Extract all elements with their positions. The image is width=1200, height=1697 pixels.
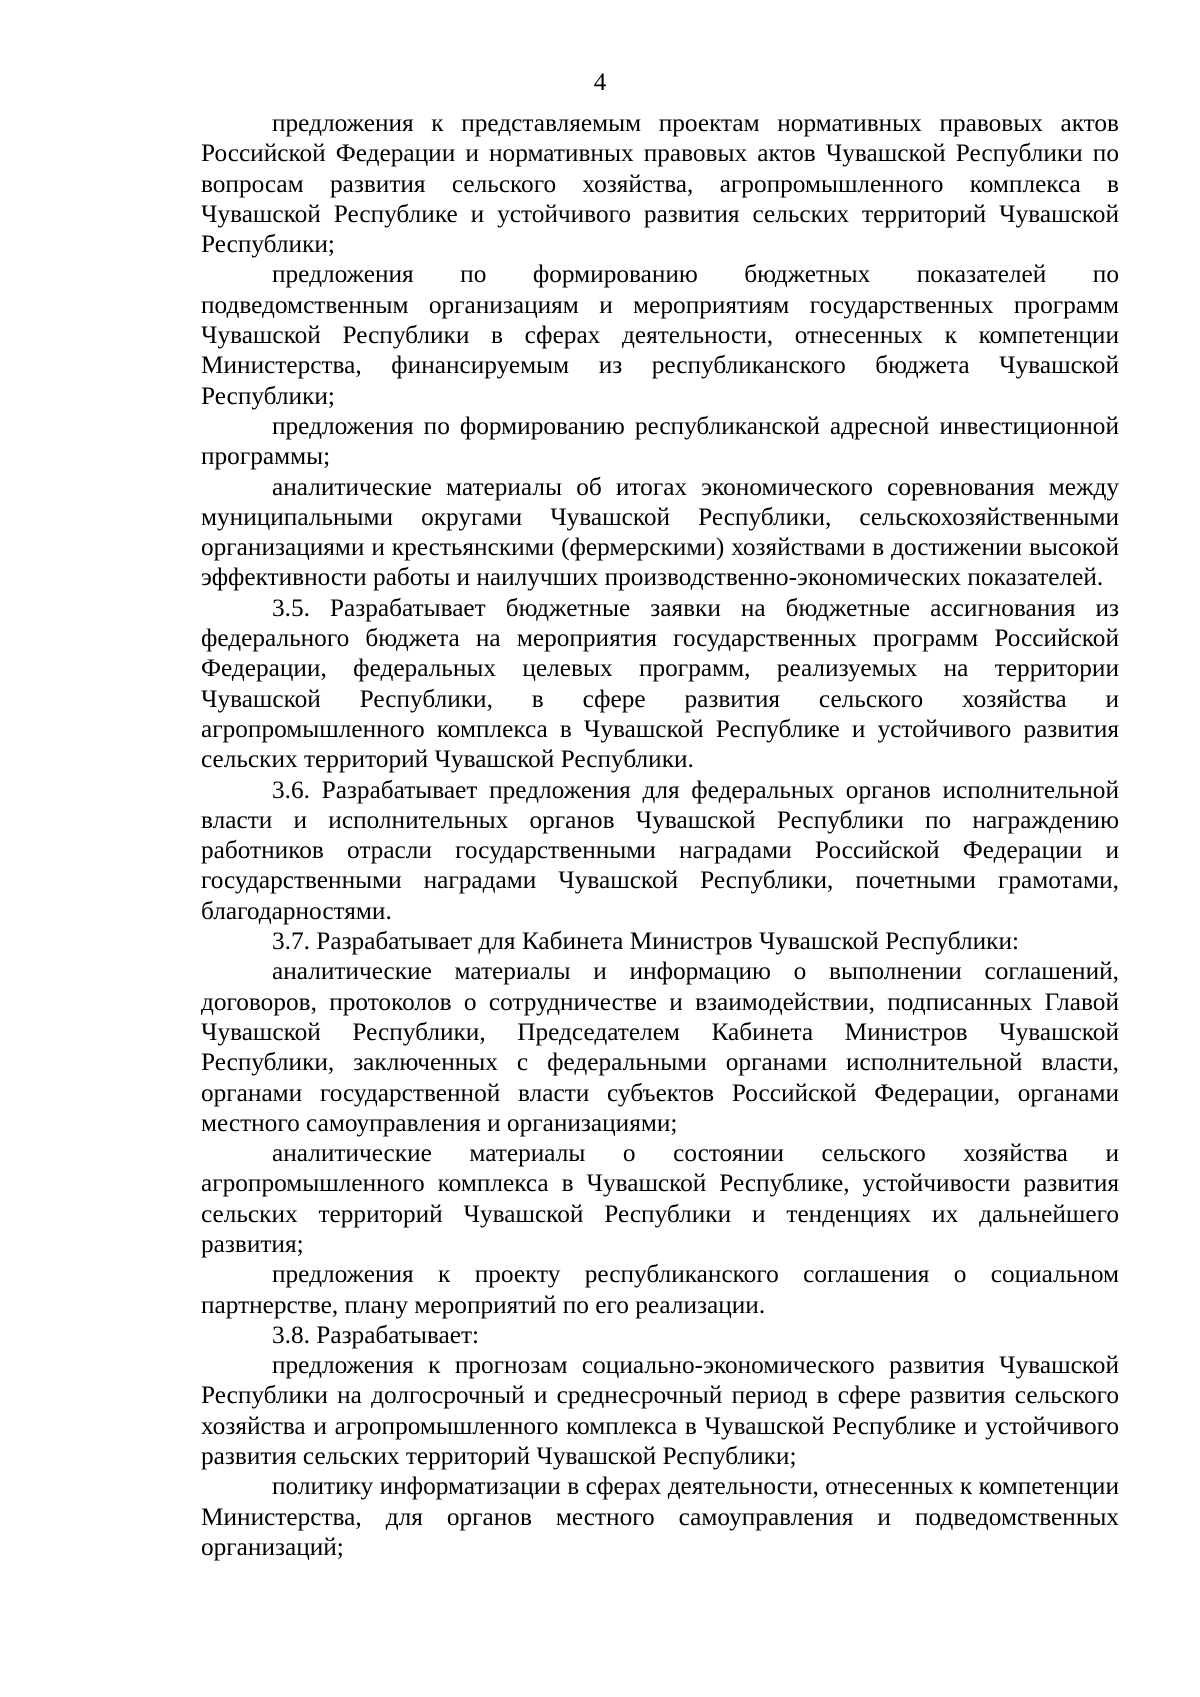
paragraph-3-8: 3.8. Разрабатывает:: [272, 1320, 480, 1349]
paragraph-3-6: 3.6. Разрабатывает предложения для федеральных органов исполнительной власти и исполнительных органов Чувашской Республики по награждению работников отрасли государственными наградами Российской Федерации и государственными наградами Чувашской Республики, почетными грамотами, благодарностями.: [201, 775, 1119, 925]
paragraph-10: предложения к проекту республиканского соглашения о социальном партнерстве, плану мероприятий по его реализации.: [201, 1260, 1119, 1319]
page-number: 4: [593, 69, 607, 96]
paragraph-12: предложения к прогнозам социально-экономического развития Чувашской Республики на долгосрочный и среднесрочный период в сфере развития сельского хозяйства и агропромышленного комплекса в Чувашской Республике и устойчивого развития сельских территорий Чувашской Республики;: [201, 1351, 1119, 1471]
paragraph-3-5: 3.5. Разрабатывает бюджетные заявки на бюджетные ассигнования из федерального бюджета на мероприятия государственных программ Российской Федерации, федеральных целевых программ, реализуемых на территории Чувашской Республики, в сфере развития сельского хозяйства и агропромышленного комплекса в Чувашской Республике и устойчивого развития сельских территорий Чувашской Республики.: [201, 593, 1119, 774]
paragraph-4: аналитические материалы об итогах экономического соревнования между муниципальными округами Чувашской Республики, сельскохозяйственными организациями и крестьянскими (фермерскими) хозяйствами в достижении высокой эффективности работы и наилучших производственно-экономических показателей.: [201, 472, 1119, 592]
paragraph-3: предложения по формированию республиканской адресной инвестиционной программы;: [201, 411, 1119, 471]
paragraph-8: аналитические материалы и информацию о выполнении соглашений, договоров, протоколов о сотрудничестве и взаимодействии, подписанных Главой Чувашской Республики, Председателем Кабинета Министров Чувашской Республики, заключенных с федеральными органами исполнительной власти, органами государственной власти субъектов Российской Федерации, органами местного самоуправления и организациями;: [201, 957, 1119, 1137]
paragraph-9: аналитические материалы о состоянии сельского хозяйства и агропромышленного комплекса в Чувашской Республике, устойчивости развития сельских территорий Чувашской Республики и тенденциях их дальнейшего развития;: [201, 1139, 1119, 1258]
paragraph-2: предложения по формированию бюджетных показателей по подведомственным организациям и мероприятиям государственных программ Чувашской Республики в сферах деятельности, отнесенных к компетенции Министерства, финансируемым из республиканского бюджета Чувашской Республики;: [201, 260, 1119, 410]
paragraph-1: предложения к представляемым проектам нормативных правовых актов Российской Федерации и нормативных правовых актов Чувашской Республики по вопросам развития сельского хозяйства, агропромышленного комплекса в Чувашской Республике и устойчивого развития сельских территорий Чувашской Республики;: [201, 109, 1119, 259]
body-text: [201, 108, 1119, 1562]
paragraph-13: политику информатизации в сферах деятельности, отнесенных к компетенции Министерства, для органов местного самоуправления и подведомственных организаций;: [201, 1472, 1119, 1561]
paragraph-3-7: 3.7. Разрабатывает для Кабинета Министров Чувашской Республики:: [272, 927, 1020, 956]
